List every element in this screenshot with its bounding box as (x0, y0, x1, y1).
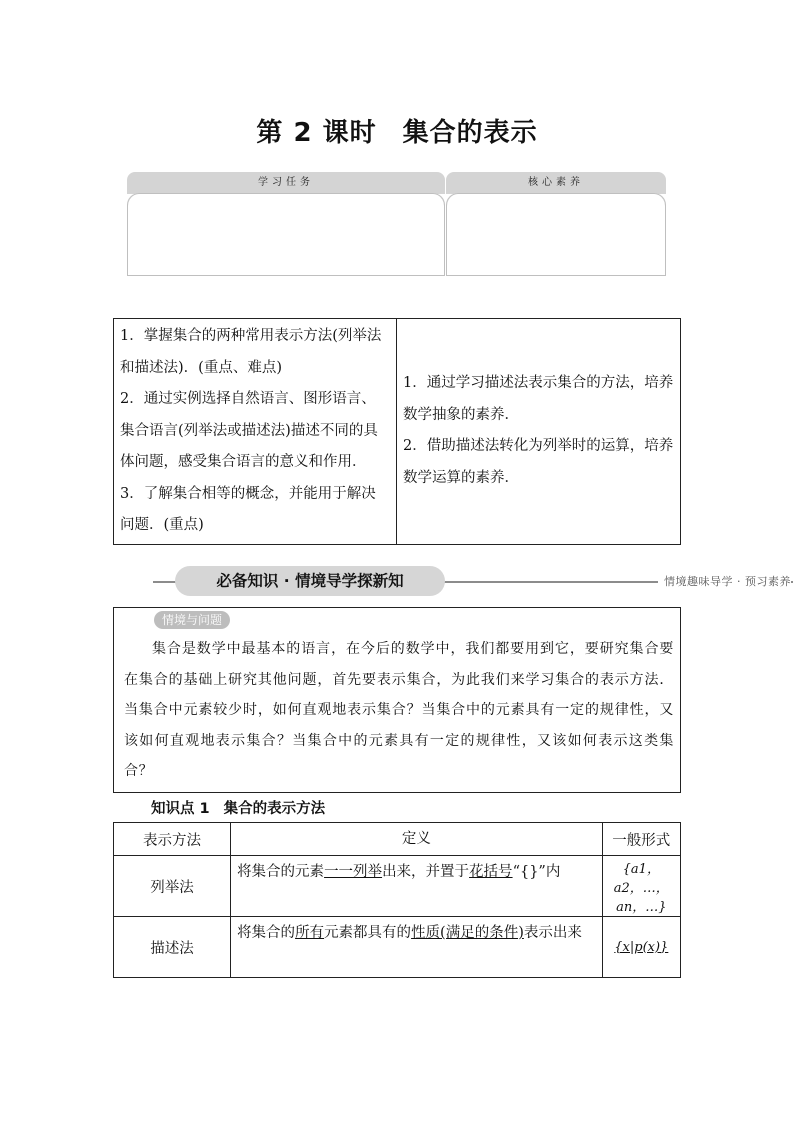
method-cell: 描述法 (114, 917, 231, 978)
scenario-text: 集合是数学中最基本的语言，在今后的数学中，我们都要用到它，要研究集合要在集合的基础上研究其他问题，首先要表示集合，为此我们来学习集合的表示方法．当集合中元素较少时，如何直观地表示集合？当集合中的元素具有一定的规律性，又该如何直观地表示集合？当集合中的元素具有一定的规律性，又该如何表示这类集合？ (124, 641, 674, 779)
header-panel (127, 172, 666, 276)
learning-tasks-column (127, 172, 445, 276)
col-header-form: 一般形式 (602, 823, 680, 856)
def-text: 将集合的 (237, 925, 296, 941)
title-topic: 集合的表示 (402, 118, 538, 148)
knowledge-point-heading (151, 797, 325, 818)
def-underlined: 性质(满足的条件) (411, 925, 524, 941)
col-header-method: 表示方法 (114, 823, 231, 856)
core-literacy-box (446, 193, 666, 276)
def-text: “{}”内 (512, 864, 561, 880)
def-underlined: 所有 (295, 925, 325, 941)
table-row (114, 856, 681, 917)
scenario-box (113, 607, 681, 793)
col-header-definition: 定义 (231, 823, 603, 856)
knowledge-point-label: 知识点 1 (151, 801, 210, 817)
section-banner (153, 565, 793, 599)
def-text: 将集合的元素 (237, 864, 325, 880)
core-literacy-column (446, 172, 666, 276)
section-heading: 必备知识 · 情境导学探新知 (175, 566, 445, 596)
form-cell: {a1，a2，…，an，…} (602, 856, 680, 917)
def-text: 出来，并置于 (382, 864, 470, 880)
learning-tasks-tab: 学习任务 (127, 172, 445, 194)
definition-cell (231, 856, 603, 917)
literacy-item: 1．通过学习描述法表示集合的方法，培养数学抽象的素养． (403, 375, 674, 423)
definition-cell (231, 917, 603, 978)
core-literacy-cell (397, 319, 681, 545)
def-underlined: 一一列举 (324, 864, 383, 880)
section-subtitle: 情境趣味导学 · 预习素养 (658, 573, 791, 589)
scenario-tag: 情境与问题 (154, 611, 230, 629)
core-literacy-tab: 核心素养 (446, 172, 666, 194)
task-item: 2．通过实例选择自然语言、图形语言、集合语言(列举法或描述法)描述不同的具体问题，感受集合语言的意义和作用． (120, 391, 378, 470)
title-lesson: 第 2 课时 (256, 118, 377, 148)
def-underlined: 花括号 (469, 864, 513, 880)
table-row (114, 917, 681, 978)
def-text: 元素都具有的 (324, 925, 412, 941)
task-item: 1．掌握集合的两种常用表示方法(列举法和描述法)．(重点、难点) (120, 328, 382, 376)
page-title (0, 112, 794, 149)
form-cell: {x|p(x)} (602, 917, 680, 978)
literacy-item: 2．借助描述法转化为列举时的运算，培养数学运算的素养． (403, 438, 674, 486)
representation-table (113, 822, 681, 978)
knowledge-point-title: 集合的表示方法 (223, 801, 326, 817)
method-cell: 列举法 (114, 856, 231, 917)
def-text: 表示出来 (523, 925, 582, 941)
learning-tasks-cell (114, 319, 397, 545)
table-header-row (114, 823, 681, 856)
objectives-table (113, 318, 681, 545)
learning-tasks-box (127, 193, 445, 276)
task-item: 3．了解集合相等的概念，并能用于解决问题．(重点) (120, 485, 376, 533)
